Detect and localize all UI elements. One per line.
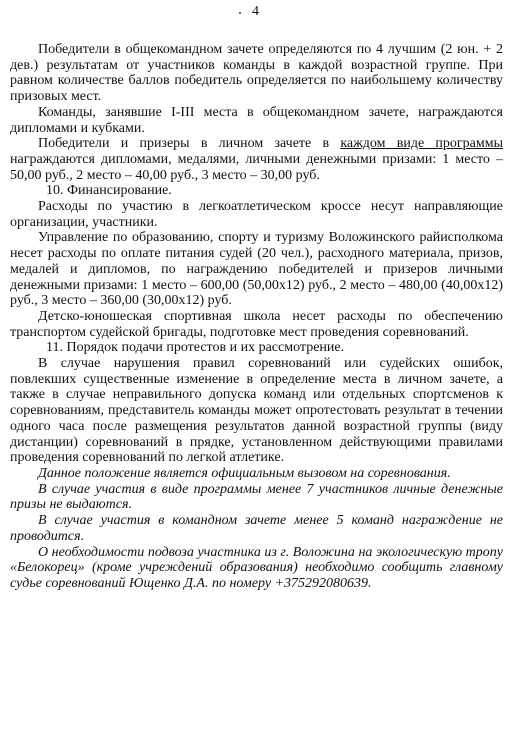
paragraph-transport-contact: О необходимости подвоза участника из г. Воложина на экологическую тропу «Белокорец» (кроме учреждений образования) необходимо сообщить главному судье соревнований Ющенко Д.А. по номеру +375292080639. bbox=[10, 544, 503, 591]
document-body bbox=[10, 42, 503, 592]
paragraph-participation-costs: Расходы по участию в легкоатлетическом кроссе несут направляющие организации, участники. bbox=[10, 199, 503, 230]
paragraph-protest-procedure: В случае нарушения правил соревнований или судейских ошибок, повлекших существенные изменение в определение места в личном зачете, а также в случае неправильного допуска команд или отдельных спортсменов к соревнованиям, представитель команды может опротестовать результат в течении одного часа после размещения результатов данной возрастной группы (виду дистанции) соревнований в прядке, установленном действующими правилами проведения соревнований по легкой атлетике. bbox=[10, 356, 503, 466]
paragraph-individual-prize-condition: В случае участия в виде программы менее 7 участников личные денежные призы не выдаются. bbox=[10, 481, 503, 513]
paragraph-education-department-costs: Управление по образованию, спорту и туризму Воложинского райисполкома несет расходы по оплате питания судей (20 чел.), расходного материала, призов, медалей и дипломов, по награждению победителей и призеров личными денежными призами: 1 место – 600,00 (50,00х12) руб., 2 место – 480,00 (40,00х12) руб., 3 место – 360,00 (30,00х12) руб. bbox=[10, 230, 503, 309]
scan-dot bbox=[239, 12, 241, 14]
individual-prizes-text-end: награждаются дипломами, медалями, личными денежными призами: 1 место –50,00 руб., 2 место – 40,00 руб., 3 место – 30,00 руб. bbox=[10, 151, 503, 183]
individual-prizes-text-start: Победители и призеры в личном зачете в bbox=[38, 136, 341, 152]
section-heading-protests: 11. Порядок подачи протестов и их рассмотрение. bbox=[46, 340, 345, 356]
page-number: 4 bbox=[252, 4, 259, 19]
paragraph-team-awards: Команды, занявшие I-III места в общекомандном зачете, награждаются дипломами и кубками. bbox=[10, 104, 503, 136]
paragraph-individual-prizes bbox=[10, 136, 503, 183]
individual-prizes-underlined: каждом виде программы bbox=[340, 136, 503, 152]
paragraph-team-winners: Победители в общекомандном зачете определяются по 4 лучшим (2 юн. + 2 дев.) результатам от участников команды в каждой возрастной группе. При равном количестве баллов победитель определяется по наибольшему количеству призовых мест. bbox=[10, 42, 503, 105]
paragraph-team-award-condition: В случае участия в командном зачете менее 5 команд награждение не проводится. bbox=[10, 513, 503, 544]
paragraph-sports-school-costs: Детско-юношеская спортивная школа несет расходы по обеспечению транспортом судейской бригады, подготовке мест проведения соревнований. bbox=[10, 308, 503, 340]
section-heading-financing: 10. Финансирование. bbox=[46, 183, 172, 199]
paragraph-official-invitation: Данное положение является официальным вызовом на соревнования. bbox=[38, 465, 451, 481]
